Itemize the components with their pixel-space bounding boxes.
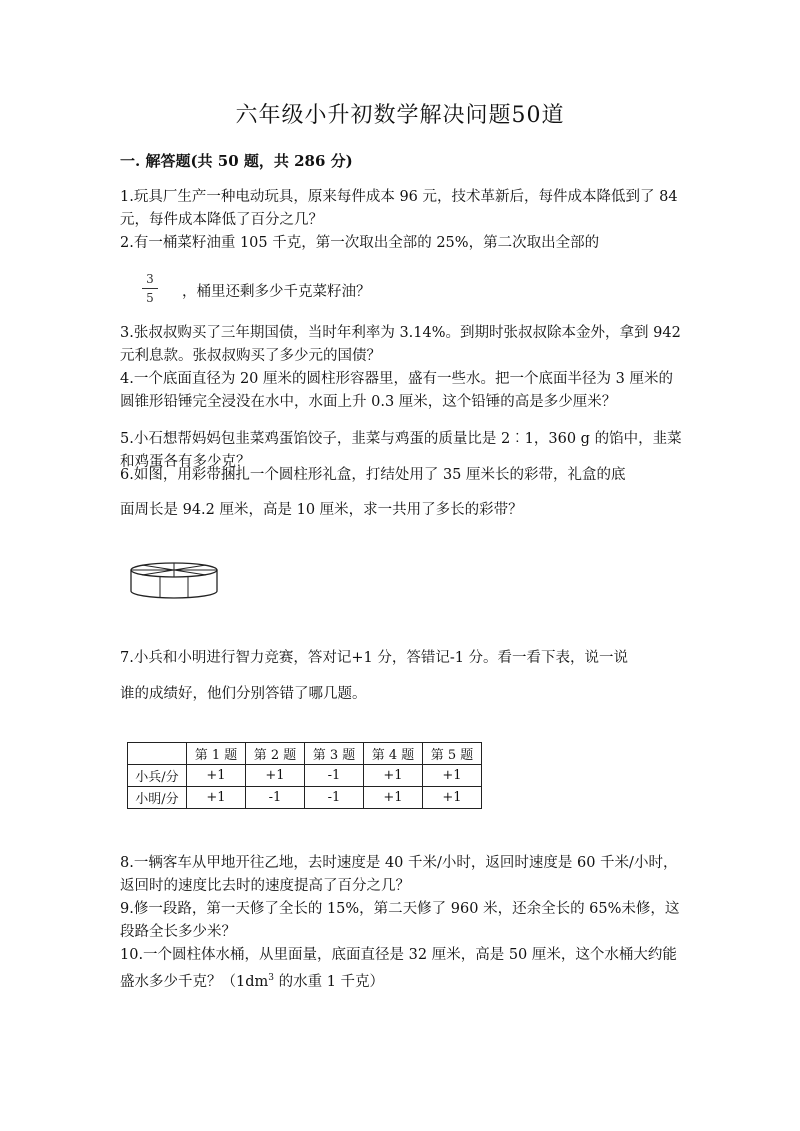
question-7-part-a: 7.小兵和小明进行智力竞赛，答对记+1 分，答错记-1 分。看一看下表，说一说	[120, 650, 629, 666]
table-cell: -1	[305, 787, 364, 809]
question-6-part-a: 6.如图，用彩带捆扎一个圆柱形礼盒，打结处用了 35 厘米长的彩带，礼盒的底	[120, 467, 626, 483]
table-cell: 小兵/分	[128, 765, 187, 787]
table-header: 第 4 题	[364, 743, 423, 765]
fraction-denominator: 5	[146, 291, 154, 305]
question-9: 9.修一段路，第一天修了全长的 15%，第二天修了 960 米，还余全长的 65%未修，这段路全长多少米？	[120, 901, 680, 940]
question-3: 3.张叔叔购买了三年期国债，当时年利率为 3.14%。到期时张叔叔除本金外，拿到 942 元利息款。张叔叔购买了多少元的国债？	[120, 325, 681, 364]
page-title: 六年级小升初数学解决问题50道	[235, 103, 565, 128]
question-10	[120, 944, 685, 994]
score-table	[127, 742, 482, 809]
table-cell: +1	[423, 787, 482, 809]
fraction-numerator: 3	[146, 272, 154, 286]
table-header: 第 2 题	[246, 743, 305, 765]
question-8: 8.一辆客车从甲地开往乙地，去时速度是 40 千米/小时，返回时速度是 60 千米/小时，返回时的速度比去时的速度提高了百分之几？	[120, 855, 678, 894]
question-4: 4.一个底面直径为 20 厘米的圆柱形容器里，盛有一些水。把一个底面半径为 3 厘米的圆锥形铅锤完全浸没在水中，水面上升 0.3 厘米，这个铅锤的高是多少厘米？	[120, 371, 673, 410]
question-2-part-a: 2.有一桶菜籽油重 105 千克，第一次取出全部的 25%，第二次取出全部的	[120, 235, 600, 251]
table-cell: -1	[246, 787, 305, 809]
question-2-part-b: ，桶里还剩多少千克菜籽油？	[182, 284, 371, 300]
table-cell: +1	[187, 765, 246, 787]
table-cell: +1	[364, 765, 423, 787]
table-cell: +1	[364, 787, 423, 809]
fraction-three-fifths	[140, 272, 160, 305]
question-7-part-b: 谁的成绩好，他们分别答错了哪几题。	[120, 686, 367, 702]
cylinder-gift-box-icon	[128, 560, 220, 602]
table-cell: +1	[423, 765, 482, 787]
table-cell: -1	[305, 765, 364, 787]
score-table-header-row	[128, 743, 482, 765]
table-header: 第 5 题	[423, 743, 482, 765]
section-heading: 一. 解答题(共 50 题，共 286 分)	[120, 152, 353, 170]
table-header-corner	[128, 743, 187, 765]
question-10-text: 10.一个圆柱体水桶，从里面量，底面直径是 32 厘米，高是 50 厘米，这个水桶大约能盛水多少千克？（1dm	[120, 947, 677, 990]
table-cell: +1	[187, 787, 246, 809]
table-header: 第 1 题	[187, 743, 246, 765]
question-5: 5.小石想帮妈妈包韭菜鸡蛋馅饺子，韭菜与鸡蛋的质量比是 2︰1，360 g 的馅中，韭菜和鸡蛋各有多少克？	[120, 431, 682, 470]
question-10-tail: 的水重 1 千克）	[274, 973, 385, 990]
table-row	[128, 787, 482, 809]
question-1: 1.玩具厂生产一种电动玩具，原来每件成本 96 元，技术革新后，每件成本降低到了 84 元，每件成本降低了百分之几？	[120, 189, 678, 228]
table-cell: 小明/分	[128, 787, 187, 809]
table-cell: +1	[246, 765, 305, 787]
table-header: 第 3 题	[305, 743, 364, 765]
question-6-part-b: 面周长是 94.2 厘米，高是 10 厘米，求一共用了多长的彩带？	[120, 502, 523, 518]
table-row	[128, 765, 482, 787]
superscript-three: 3	[268, 973, 274, 983]
